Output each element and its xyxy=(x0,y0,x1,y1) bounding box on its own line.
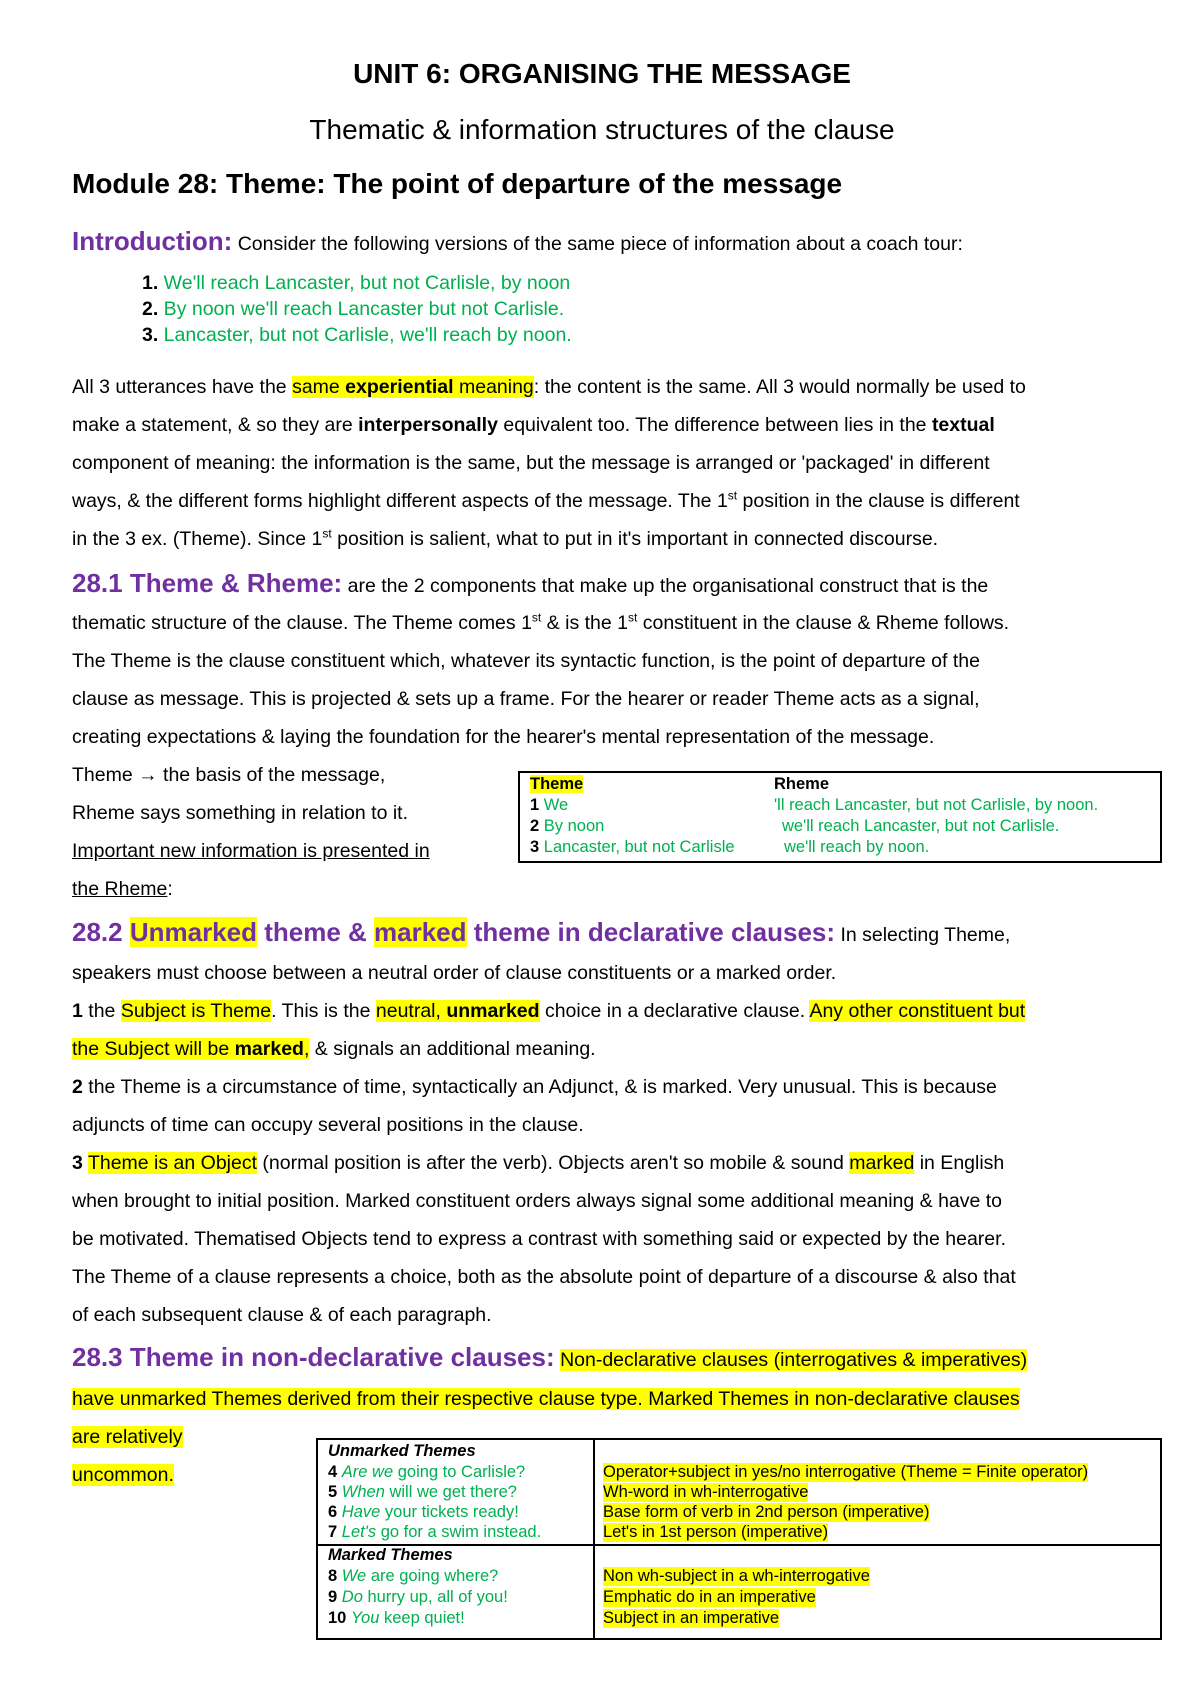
intro-para-line: ways, & the different forms highlight different aspects of the message. The 1st position in the clause is different xyxy=(72,488,1020,512)
theme-rheme-table xyxy=(518,771,1162,863)
table-row: 8 We are going where? xyxy=(328,1567,499,1585)
table-cell: Emphatic do in an imperative xyxy=(603,1588,816,1606)
non-declarative-table xyxy=(316,1438,1162,1640)
unmarked-themes-title: Unmarked Themes xyxy=(328,1442,476,1460)
intro-label: Introduction: xyxy=(72,226,233,256)
section-28-1-line: Theme → the basis of the message, xyxy=(72,764,386,786)
section-28-1-heading: 28.1 Theme & Rheme: xyxy=(72,568,343,598)
section-28-2-line: 3 Theme is an Object (normal position is after the verb). Objects aren't so mobile & sound marked in English xyxy=(72,1152,1005,1174)
section-28-1-line: clause as message. This is projected & sets up a frame. For the hearer or reader Theme acts as a signal, xyxy=(72,688,980,710)
section-28-3-line: 28.3 Theme in non-declarative clauses: Non-declarative clauses (interrogatives & imperatives) xyxy=(72,1342,1028,1372)
table-row: 4 Are we going to Carlisle? xyxy=(328,1463,526,1481)
table-cell: Operator+subject in yes/no interrogative (Theme = Finite operator) xyxy=(603,1463,1089,1481)
table-row: 2 By noon xyxy=(530,817,605,835)
section-28-2-line: the Subject will be marked, & signals an additional meaning. xyxy=(72,1038,596,1060)
section-28-2-line: 28.2 Unmarked theme & marked theme in declarative clauses: In selecting Theme, xyxy=(72,917,1011,947)
section-28-2-line: speakers must choose between a neutral order of clause constituents or a marked order. xyxy=(72,962,837,984)
table-cell: Let's in 1st person (imperative) xyxy=(603,1523,829,1541)
marked-themes-title: Marked Themes xyxy=(328,1546,453,1564)
section-28-2-line: when brought to initial position. Marked constituent orders always signal some additional meaning & have to xyxy=(72,1190,1003,1212)
table-cell: we'll reach Lancaster, but not Carlisle. xyxy=(782,817,1060,835)
table-cell: Non wh-subject in a wh-interrogative xyxy=(603,1567,870,1585)
section-28-2-line: The Theme of a clause represents a choice, both as the absolute point of departure of a discourse & also that xyxy=(72,1266,1016,1288)
table-row: 3 Lancaster, but not Carlisle xyxy=(530,838,735,856)
example-item: 3. Lancaster, but not Carlisle, we'll reach by noon. xyxy=(142,324,572,346)
unit-subtitle: Thematic & information structures of the clause xyxy=(309,114,895,145)
table-row: 10 You keep quiet! xyxy=(328,1609,465,1627)
section-28-1-line: Rheme says something in relation to it. xyxy=(72,802,408,824)
table-cell: Wh-word in wh-interrogative xyxy=(603,1483,809,1501)
section-28-3-line: uncommon. xyxy=(72,1464,174,1486)
section-28-1-line: 28.1 Theme & Rheme: are the 2 components that make up the organisational construct that is the xyxy=(72,568,989,598)
module-title: Module 28: Theme: The point of departure of the message xyxy=(72,168,843,199)
section-28-2-line: 1 the Subject is Theme. This is the neutral, unmarked choice in a declarative clause. Any other constituent but xyxy=(72,1000,1026,1022)
section-28-3-heading: 28.3 Theme in non-declarative clauses: xyxy=(72,1342,555,1372)
table-row: 1 We xyxy=(530,796,569,814)
table-cell: Base form of verb in 2nd person (imperative) xyxy=(603,1503,930,1521)
section-28-2-line: of each subsequent clause & of each paragraph. xyxy=(72,1304,492,1326)
unit-title: UNIT 6: ORGANISING THE MESSAGE xyxy=(353,58,851,89)
table-header-rheme: Rheme xyxy=(774,775,830,793)
section-28-1-line: thematic structure of the clause. The Theme comes 1st & is the 1st constituent in the clause & Rheme follows. xyxy=(72,610,1010,634)
table-row: 7 Let's go for a swim instead. xyxy=(328,1523,542,1541)
section-28-2-line: be motivated. Thematised Objects tend to express a contrast with something said or expected by the hearer. xyxy=(72,1228,1006,1250)
intro-para-line: make a statement, & so they are interpersonally equivalent too. The difference between lies in the textual xyxy=(72,414,995,436)
example-list xyxy=(142,272,572,350)
section-28-1-line: Important new information is presented in xyxy=(72,840,430,862)
section-28-3-line: have unmarked Themes derived from their respective clause type. Marked Themes in non-declarative clauses xyxy=(72,1388,1020,1410)
example-item: 2. By noon we'll reach Lancaster but not Carlisle. xyxy=(142,298,565,320)
table-cell: 'll reach Lancaster, but not Carlisle, by noon. xyxy=(774,796,1099,814)
section-28-2-line: adjuncts of time can occupy several positions in the clause. xyxy=(72,1114,584,1136)
intro-para-line: in the 3 ex. (Theme). Since 1st position is salient, what to put in it's important in connected discourse. xyxy=(72,526,939,550)
intro-para-line: component of meaning: the information is the same, but the message is arranged or 'packaged' in different xyxy=(72,452,990,474)
intro-para-line: All 3 utterances have the same experiential meaning: the content is the same. All 3 would normally be used to xyxy=(72,376,1026,398)
table-header-theme: Theme xyxy=(530,775,584,793)
section-28-1-line: the Rheme: xyxy=(72,878,173,900)
section-28-2-line: 2 the Theme is a circumstance of time, syntactically an Adjunct, & is marked. Very unusual. This is because xyxy=(72,1076,997,1098)
section-28-1-line: The Theme is the clause constituent which, whatever its syntactic function, is the point of departure of the xyxy=(72,650,980,672)
table-cell: we'll reach by noon. xyxy=(784,838,930,856)
example-item: 1. We'll reach Lancaster, but not Carlisle, by noon xyxy=(142,272,571,294)
table-cell: Subject in an imperative xyxy=(603,1609,780,1627)
section-28-3-line: are relatively xyxy=(72,1426,183,1448)
section-28-1-line: creating expectations & laying the foundation for the hearer's mental representation of the message. xyxy=(72,726,935,748)
intro-text: Consider the following versions of the same piece of information about a coach tour: xyxy=(232,233,963,255)
table-row: 9 Do hurry up, all of you! xyxy=(328,1588,508,1606)
intro-line xyxy=(72,226,963,257)
table-row: 5 When will we get there? xyxy=(328,1483,517,1501)
table-row: 6 Have your tickets ready! xyxy=(328,1503,519,1521)
